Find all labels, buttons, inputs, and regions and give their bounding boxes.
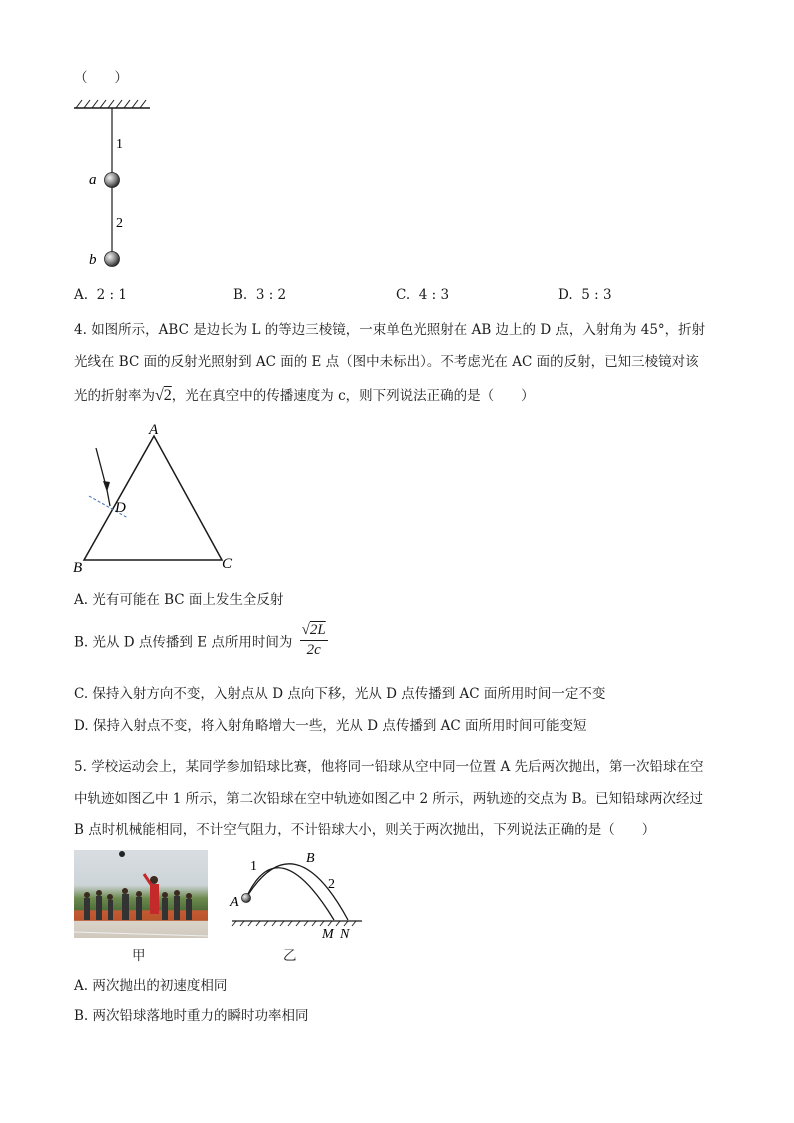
q4-stem-line-3: 光的折射率为√2，光在真空中的传播速度为 c，则下列说法正确的是（ ） xyxy=(74,387,535,404)
caption-yi: 乙 xyxy=(283,948,297,964)
ball-b xyxy=(105,252,120,267)
trajectory-1 xyxy=(246,868,334,920)
q4-option-b[interactable]: B. 光从 D 点传播到 E 点所用时间为 $\frac{√2L}{2c}$ xyxy=(74,622,326,658)
vertex-a-label: A xyxy=(149,422,159,438)
shot-ball xyxy=(242,894,251,903)
trajectory-figure xyxy=(226,846,366,942)
q4-stem-line-1: 4. 如图所示，ABC 是边长为 L 的等边三棱镜，一束单色光照射在 AB 边上的 D 点，入射角为 45°，折射 xyxy=(74,322,706,338)
q3-option-a[interactable]: A. 2 : 1 xyxy=(74,287,127,303)
point-d-label: D xyxy=(115,500,126,516)
q4-option-c[interactable]: C. 保持入射方向不变，入射点从 D 点向下移，光从 D 点传播到 AC 面所用时间一定不变 xyxy=(74,686,606,702)
ball-a xyxy=(105,173,120,188)
point-b-label: B xyxy=(306,851,315,866)
point-m-label: M xyxy=(322,927,334,942)
q5-stem-line-3: B 点时机械能相同，不计空气阻力，不计铅球大小，则关于两次抛出，下列说法正确的是（ ） xyxy=(74,822,656,838)
ceiling-hatching xyxy=(76,100,146,108)
refracted-ray xyxy=(107,490,110,506)
prism-triangle xyxy=(84,436,222,560)
point-n-label: N xyxy=(340,927,350,942)
q5-stem-line-2: 中轨迹如图乙中 1 所示，第二次铅球在空中轨迹如图乙中 2 所示，两轨迹的交点为 B。已知铅球两次经过 xyxy=(74,791,704,807)
q4-prism-figure xyxy=(70,418,240,578)
ball-b-label: b xyxy=(89,252,97,268)
q5-stem-line-1: 5. 学校运动会上，某同学参加铅球比赛，他将同一铅球从空中同一位置 A 先后两次抛出，第一次铅球在空 xyxy=(74,759,704,775)
sqrt-symbol: √2 xyxy=(155,387,172,404)
trajectory-1-label: 1 xyxy=(250,859,257,874)
trajectory-2-label: 2 xyxy=(328,877,335,892)
q4-option-a[interactable]: A. 光有可能在 BC 面上发生全反射 xyxy=(74,592,284,608)
q3-option-b[interactable]: B. 3 : 2 xyxy=(233,287,287,303)
time-fraction: $\frac{√2L}{2c}$ xyxy=(301,622,326,658)
q3-pendulum-figure xyxy=(70,96,160,276)
shot-put-photo xyxy=(74,850,208,938)
q3-option-d[interactable]: D. 5 : 3 xyxy=(558,287,612,303)
q4-option-d[interactable]: D. 保持入射点不变，将入射角略增大一些，光从 D 点传播到 AC 面所用时间可能变短 xyxy=(74,718,587,734)
ball-a-label: a xyxy=(89,172,97,188)
point-a-label: A xyxy=(230,895,239,910)
q5-option-b[interactable]: B. 两次铅球落地时重力的瞬时功率相同 xyxy=(74,1008,309,1024)
q3-answer-bracket: （ ） xyxy=(74,70,128,86)
ground-hatching xyxy=(232,921,356,926)
photo-scene xyxy=(74,850,208,938)
q3-option-c[interactable]: C. 4 : 3 xyxy=(396,287,450,303)
q4-stem-line-2: 光线在 BC 面的反射光照射到 AC 面的 E 点（图中未标出）。不考虑光在 AC 面的反射，已知三棱镜对该 xyxy=(74,354,699,370)
rope-1-label: 1 xyxy=(116,137,123,152)
vertex-c-label: C xyxy=(222,556,233,572)
caption-jia: 甲 xyxy=(132,948,146,964)
vertex-b-label: B xyxy=(73,560,83,576)
rope-2-label: 2 xyxy=(116,216,123,231)
q5-option-a[interactable]: A. 两次抛出的初速度相同 xyxy=(74,978,228,994)
